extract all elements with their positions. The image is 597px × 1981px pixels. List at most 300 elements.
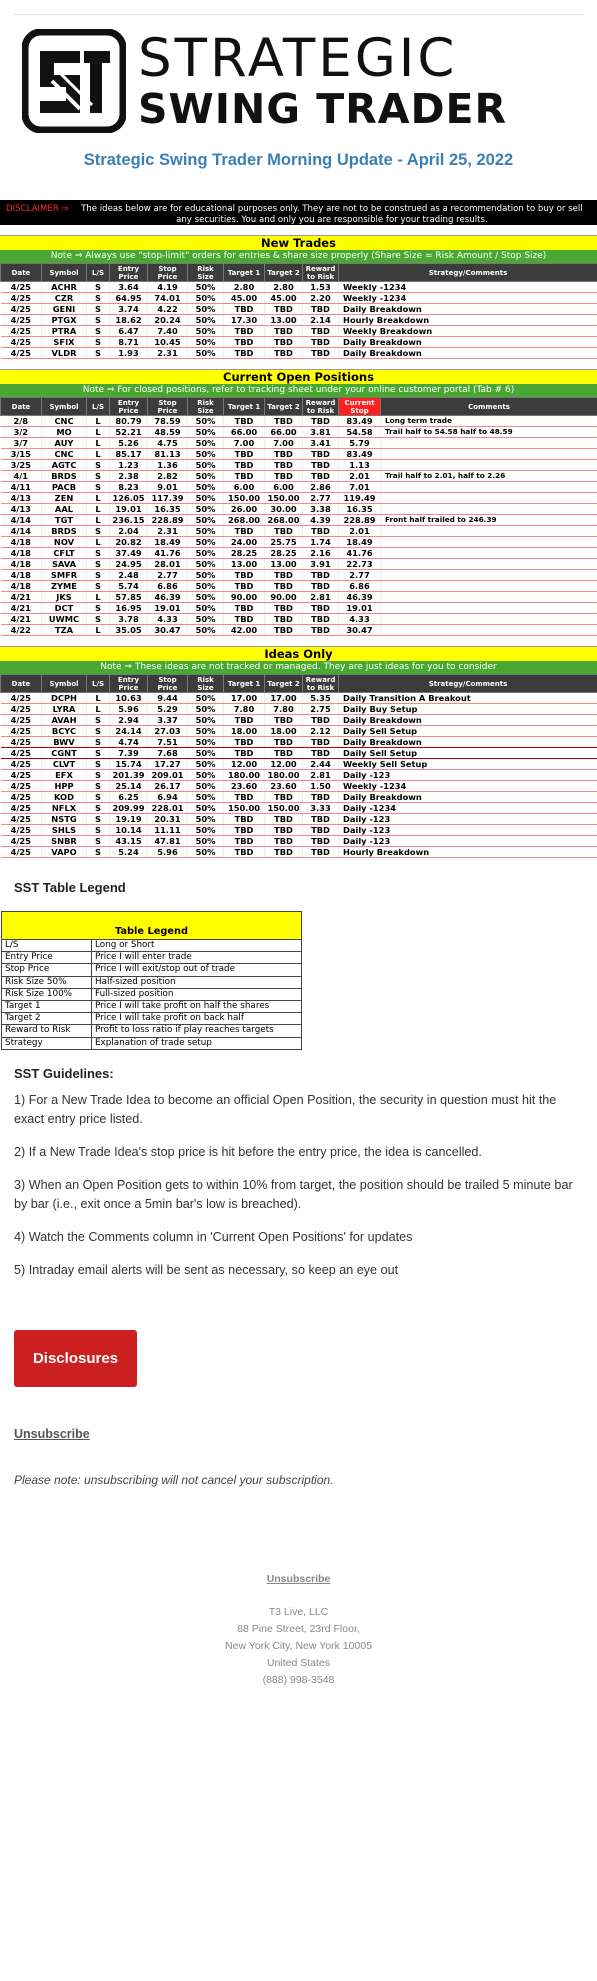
table-cell: 3/2 [1, 427, 42, 438]
table-header-row [1, 675, 597, 693]
table-cell: 7.80 [224, 704, 265, 715]
table-cell: 4/25 [1, 814, 42, 825]
table-cell: 50% [188, 460, 224, 471]
table-cell: 50% [188, 493, 224, 504]
table-cell: L [87, 625, 110, 636]
table-cell: 126.05 [110, 493, 148, 504]
table-cell: 4/18 [1, 581, 42, 592]
column-header: L/S [87, 398, 110, 416]
table-cell: Daily -123 [339, 770, 597, 781]
table-cell: 66.00 [224, 427, 265, 438]
table-cell: 18.00 [265, 726, 303, 737]
table-cell: 4.75 [148, 438, 188, 449]
table-cell: S [87, 293, 110, 304]
table-cell: 236.15 [110, 515, 148, 526]
table-cell: ZEN [42, 493, 87, 504]
table-cell: GENI [42, 304, 87, 315]
table-cell: 4.39 [303, 515, 339, 526]
table-cell: S [87, 770, 110, 781]
table-cell: S [87, 581, 110, 592]
table-cell: 3.78 [110, 614, 148, 625]
table-cell: SAVA [42, 559, 87, 570]
table-cell: 18.49 [339, 537, 381, 548]
table-cell: 50% [188, 625, 224, 636]
table-cell: 4/25 [1, 693, 42, 704]
table-cell: 3.33 [303, 803, 339, 814]
table-cell: TBD [265, 792, 303, 803]
legend-definition: Full-sized position [92, 988, 302, 1000]
table-cell: TBD [224, 326, 265, 337]
table-row [1, 770, 597, 781]
table-cell: 6.47 [110, 326, 148, 337]
table-cell: TBD [265, 348, 303, 359]
legend-row [2, 976, 302, 988]
table-cell: 24.95 [110, 559, 148, 570]
table-cell: L [87, 515, 110, 526]
table-cell: TBD [265, 304, 303, 315]
table-cell: TBD [224, 471, 265, 482]
unsubscribe-note: Please note: unsubscribing will not cancel your subscription. [14, 1472, 334, 1487]
table-cell: S [87, 315, 110, 326]
table-row [1, 825, 597, 836]
legend-row [2, 1025, 302, 1037]
table-cell: 117.39 [148, 493, 188, 504]
table-cell: TBD [303, 449, 339, 460]
table-cell: 35.05 [110, 625, 148, 636]
table-cell: Trail half to 2.01, half to 2.26 [381, 471, 597, 482]
table-cell: S [87, 825, 110, 836]
table-cell: 17.30 [224, 315, 265, 326]
table-cell [381, 504, 597, 515]
table-cell: S [87, 460, 110, 471]
table-cell: 2.81 [303, 770, 339, 781]
table-cell: 2.38 [110, 471, 148, 482]
table-cell: PTRA [42, 326, 87, 337]
table-cell [381, 614, 597, 625]
table-cell: 50% [188, 570, 224, 581]
table-cell: 20.82 [110, 537, 148, 548]
table-cell: 3/15 [1, 449, 42, 460]
table-cell: 19.19 [110, 814, 148, 825]
table-cell [381, 548, 597, 559]
table-cell: 50% [188, 614, 224, 625]
table-cell: 26.00 [224, 504, 265, 515]
table-cell: 7.80 [265, 704, 303, 715]
table-cell: 4/18 [1, 537, 42, 548]
legend-table [1, 911, 302, 1050]
legend-row [2, 1000, 302, 1012]
table-cell: Weekly Sell Setup [339, 759, 597, 770]
column-header: Reward to Risk [303, 398, 339, 416]
guideline-item: 3) When an Open Position gets to within 10% from target, the position should be trailed 5 minute bar by bar (i.e., exit once a 5min bar's low is breached). [14, 1177, 573, 1211]
table-cell: 13.00 [224, 559, 265, 570]
table-cell: 74.01 [148, 293, 188, 304]
column-header: Reward to Risk [303, 675, 339, 693]
table-cell: 2.16 [303, 548, 339, 559]
table-cell: 4/25 [1, 759, 42, 770]
table-cell: 228.01 [148, 803, 188, 814]
table-cell: 2.44 [303, 759, 339, 770]
table-cell: 15.74 [110, 759, 148, 770]
legend-definition: Price I will take profit on back half [92, 1013, 302, 1025]
table-cell: 50% [188, 603, 224, 614]
column-header: L/S [87, 675, 110, 693]
table-cell: TBD [303, 326, 339, 337]
table-cell: 4/18 [1, 559, 42, 570]
column-header: Target 2 [265, 398, 303, 416]
table-row [1, 603, 597, 614]
table-cell [381, 559, 597, 570]
table-cell: 180.00 [265, 770, 303, 781]
table-cell: 4/18 [1, 570, 42, 581]
table-cell: 28.25 [224, 548, 265, 559]
table-cell: TBD [224, 614, 265, 625]
table-cell: SHLS [42, 825, 87, 836]
table-cell: 3/7 [1, 438, 42, 449]
table-cell: 19.01 [110, 504, 148, 515]
table-cell: S [87, 759, 110, 770]
table-cell: L [87, 693, 110, 704]
table-cell: 4/18 [1, 548, 42, 559]
table-cell: 30.47 [148, 625, 188, 636]
table-cell: 4/1 [1, 471, 42, 482]
table-cell: 10.14 [110, 825, 148, 836]
table-cell: 50% [188, 526, 224, 537]
table-cell: Hourly Breakdown [339, 315, 597, 326]
table-cell: TBD [265, 449, 303, 460]
table-row [1, 814, 597, 825]
table-cell: 64.95 [110, 293, 148, 304]
table-cell: TBD [265, 847, 303, 858]
table-cell: 30.47 [339, 625, 381, 636]
legend-row [2, 940, 302, 952]
new-trades-table [0, 263, 597, 359]
column-header: Target 1 [224, 675, 265, 693]
table-cell [381, 581, 597, 592]
table-cell: 50% [188, 337, 224, 348]
table-cell: 4/11 [1, 482, 42, 493]
footer-street: 88 Pine Street, 23rd Floor, [237, 1622, 360, 1635]
table-row [1, 282, 597, 293]
table-cell: 50% [188, 427, 224, 438]
brand-line2: SWING TRADER [138, 85, 508, 133]
table-cell: TBD [303, 337, 339, 348]
table-cell: 3.91 [303, 559, 339, 570]
table-cell: 16.35 [148, 504, 188, 515]
table-cell: 50% [188, 737, 224, 748]
table-cell: TBD [224, 715, 265, 726]
table-cell: 57.85 [110, 592, 148, 603]
table-cell: 4/22 [1, 625, 42, 636]
column-header: Stop Price [148, 675, 188, 693]
table-row [1, 515, 597, 526]
table-cell: S [87, 726, 110, 737]
table-cell: 46.39 [148, 592, 188, 603]
table-row [1, 348, 597, 359]
table-cell: 50% [188, 282, 224, 293]
table-cell: 9.44 [148, 693, 188, 704]
table-cell: LYRA [42, 704, 87, 715]
table-cell: S [87, 781, 110, 792]
table-row [1, 748, 597, 759]
table-cell: 13.00 [265, 559, 303, 570]
table-cell: 150.00 [265, 803, 303, 814]
table-cell: Daily Breakdown [339, 348, 597, 359]
table-cell: 2.77 [148, 570, 188, 581]
table-cell: 50% [188, 471, 224, 482]
disclosures-button[interactable]: Disclosures [14, 1330, 137, 1387]
table-cell: 2.48 [110, 570, 148, 581]
table-cell: S [87, 548, 110, 559]
table-cell [381, 625, 597, 636]
table-cell: 24.14 [110, 726, 148, 737]
table-cell: 50% [188, 715, 224, 726]
table-cell: 25.75 [265, 537, 303, 548]
table-cell: 4.22 [148, 304, 188, 315]
table-cell: 150.00 [265, 493, 303, 504]
table-cell: S [87, 614, 110, 625]
table-cell: TBD [224, 581, 265, 592]
unsubscribe-link[interactable]: Unsubscribe [14, 1426, 90, 1441]
footer-unsubscribe-link[interactable]: Unsubscribe [266, 1572, 331, 1585]
table-cell: 7.01 [339, 482, 381, 493]
table-cell: 4.74 [110, 737, 148, 748]
table-cell: TBD [224, 570, 265, 581]
table-cell: 2.31 [148, 348, 188, 359]
footer-country: United States [266, 1656, 331, 1669]
table-cell: L [87, 504, 110, 515]
table-cell: 5.29 [148, 704, 188, 715]
table-cell: AUY [42, 438, 87, 449]
table-cell: VAPO [42, 847, 87, 858]
table-cell: 3.64 [110, 282, 148, 293]
table-cell: PACB [42, 482, 87, 493]
table-cell: TBD [265, 825, 303, 836]
table-cell: 2.01 [339, 471, 381, 482]
table-cell: 81.13 [148, 449, 188, 460]
table-cell: 50% [188, 814, 224, 825]
table-cell: Weekly Breakdown [339, 326, 597, 337]
legend-definition: Price I will exit/stop out of trade [92, 964, 302, 976]
table-row [1, 803, 597, 814]
table-cell: SFIX [42, 337, 87, 348]
table-cell: TBD [224, 603, 265, 614]
table-cell: 23.60 [224, 781, 265, 792]
table-cell: 150.00 [224, 493, 265, 504]
table-cell: TBD [303, 460, 339, 471]
table-cell: 2.14 [303, 315, 339, 326]
table-cell: 83.49 [339, 449, 381, 460]
brand-logo [14, 15, 583, 135]
table-cell [381, 592, 597, 603]
table-cell: 6.00 [265, 482, 303, 493]
table-cell: CNC [42, 449, 87, 460]
table-cell: 45.00 [224, 293, 265, 304]
table-cell: 50% [188, 482, 224, 493]
table-cell: 50% [188, 416, 224, 427]
table-cell: 16.95 [110, 603, 148, 614]
table-cell: 50% [188, 836, 224, 847]
table-row [1, 704, 597, 715]
legend-row [2, 1037, 302, 1049]
table-cell: TBD [265, 326, 303, 337]
table-cell: TBD [303, 471, 339, 482]
table-cell: TBD [224, 792, 265, 803]
table-cell: 4/25 [1, 737, 42, 748]
table-cell: TBD [303, 737, 339, 748]
table-cell: 4/25 [1, 704, 42, 715]
table-row [1, 427, 597, 438]
table-cell: 17.27 [148, 759, 188, 770]
table-row [1, 715, 597, 726]
table-row [1, 326, 597, 337]
guideline-item: 1) For a New Trade Idea to become an official Open Position, the security in question must hit the exact entry price listed. [14, 1092, 557, 1126]
table-cell: 2.31 [148, 526, 188, 537]
table-cell: S [87, 836, 110, 847]
table-cell: 1.53 [303, 282, 339, 293]
table-cell: 4/14 [1, 526, 42, 537]
table-cell: 4/21 [1, 603, 42, 614]
table-cell: TBD [265, 460, 303, 471]
legend-definition: Profit to loss ratio if play reaches targets [92, 1025, 302, 1037]
table-row [1, 836, 597, 847]
table-cell [381, 493, 597, 504]
table-cell: 8.23 [110, 482, 148, 493]
table-cell: 50% [188, 515, 224, 526]
table-cell [381, 482, 597, 493]
table-cell: BRDS [42, 526, 87, 537]
table-cell: 4/25 [1, 836, 42, 847]
footer-company: T3 Live, LLC [268, 1605, 329, 1618]
table-cell: TBD [265, 737, 303, 748]
table-cell: NFLX [42, 803, 87, 814]
ideas-only-note: Note ⇒ These ideas are not tracked or managed. They are just ideas for you to consider [0, 661, 597, 674]
disclaimer-bar [0, 200, 597, 225]
table-row [1, 526, 597, 537]
legend-term: Target 1 [2, 1000, 92, 1012]
table-cell: 4/25 [1, 304, 42, 315]
column-header: Target 1 [224, 398, 265, 416]
table-cell: 5.24 [110, 847, 148, 858]
table-cell: Daily Breakdown [339, 737, 597, 748]
table-cell: S [87, 282, 110, 293]
table-cell: L [87, 416, 110, 427]
table-cell: MO [42, 427, 87, 438]
table-cell: 2.77 [339, 570, 381, 581]
table-cell: 6.94 [148, 792, 188, 803]
table-cell: 50% [188, 726, 224, 737]
table-cell: 12.00 [224, 759, 265, 770]
table-cell: BRDS [42, 471, 87, 482]
table-cell: 2.01 [339, 526, 381, 537]
table-cell: 4/25 [1, 337, 42, 348]
legend-term: Risk Size 50% [2, 976, 92, 988]
table-cell: S [87, 471, 110, 482]
table-cell: 1.93 [110, 348, 148, 359]
new-trades-title: New Trades [0, 235, 597, 250]
guideline-item: 5) Intraday email alerts will be sent as necessary, so keep an eye out [14, 1262, 399, 1277]
table-cell: 10.45 [148, 337, 188, 348]
table-cell: 4/25 [1, 293, 42, 304]
column-header: Strategy/Comments [339, 264, 597, 282]
table-cell: Daily Breakdown [339, 304, 597, 315]
table-cell: S [87, 814, 110, 825]
table-cell: 42.00 [224, 625, 265, 636]
table-cell: Weekly -1234 [339, 293, 597, 304]
table-cell: S [87, 326, 110, 337]
table-cell: 13.00 [265, 315, 303, 326]
table-cell: TBD [303, 581, 339, 592]
table-cell: TBD [265, 603, 303, 614]
table-cell: TBD [265, 814, 303, 825]
trade-sheet [0, 200, 597, 858]
table-cell: SNBR [42, 836, 87, 847]
table-row [1, 625, 597, 636]
table-cell: Daily Sell Setup [339, 726, 597, 737]
table-cell: 50% [188, 504, 224, 515]
table-cell: 50% [188, 592, 224, 603]
table-cell: 2.12 [303, 726, 339, 737]
table-row [1, 693, 597, 704]
table-cell: TBD [303, 304, 339, 315]
table-cell: AAL [42, 504, 87, 515]
table-cell: S [87, 337, 110, 348]
table-cell: 50% [188, 581, 224, 592]
table-cell [381, 537, 597, 548]
table-cell: JKS [42, 592, 87, 603]
table-cell: 41.76 [339, 548, 381, 559]
legend-term: Reward to Risk [2, 1025, 92, 1037]
disclaimer-label: DISCLAIMER ⇒ [6, 204, 69, 214]
table-cell: 22.73 [339, 559, 381, 570]
legend-definition: Price I will take profit on half the shares [92, 1000, 302, 1012]
table-cell: 50% [188, 537, 224, 548]
table-row [1, 416, 597, 427]
table-cell: 50% [188, 748, 224, 759]
legend-term: Strategy [2, 1037, 92, 1049]
column-header: Date [1, 264, 42, 282]
table-cell: TBD [265, 471, 303, 482]
table-cell: 4/25 [1, 770, 42, 781]
table-cell: L [87, 537, 110, 548]
table-cell: Daily -123 [339, 825, 597, 836]
table-cell: 4.33 [148, 614, 188, 625]
sst-logo-icon [22, 29, 126, 133]
table-cell: 90.00 [224, 592, 265, 603]
table-cell: 1.74 [303, 537, 339, 548]
table-cell: 10.63 [110, 693, 148, 704]
table-cell: 2.80 [265, 282, 303, 293]
new-trades-note: Note ⇒ Always use "stop-limit" orders for entries & share size properly (Share Size = Risk Amount / Stop Size) [0, 250, 597, 263]
disclaimer-text: The ideas below are for educational purposes only. They are not to be construed as a recommendation to buy or sell any securities. You and only you are responsible for your trading results. [81, 204, 583, 225]
column-header: Target 2 [265, 675, 303, 693]
table-cell: KOD [42, 792, 87, 803]
table-cell: UWMC [42, 614, 87, 625]
table-cell: S [87, 748, 110, 759]
table-cell: 3/25 [1, 460, 42, 471]
table-cell: TZA [42, 625, 87, 636]
table-cell: NSTG [42, 814, 87, 825]
legend-definition: Half-sized position [92, 976, 302, 988]
table-cell: 2.75 [303, 704, 339, 715]
table-cell: S [87, 603, 110, 614]
table-cell: L [87, 704, 110, 715]
table-cell: Daily Breakdown [339, 792, 597, 803]
table-cell: 268.00 [224, 515, 265, 526]
table-cell: S [87, 304, 110, 315]
table-cell: 37.49 [110, 548, 148, 559]
table-cell: CLVT [42, 759, 87, 770]
